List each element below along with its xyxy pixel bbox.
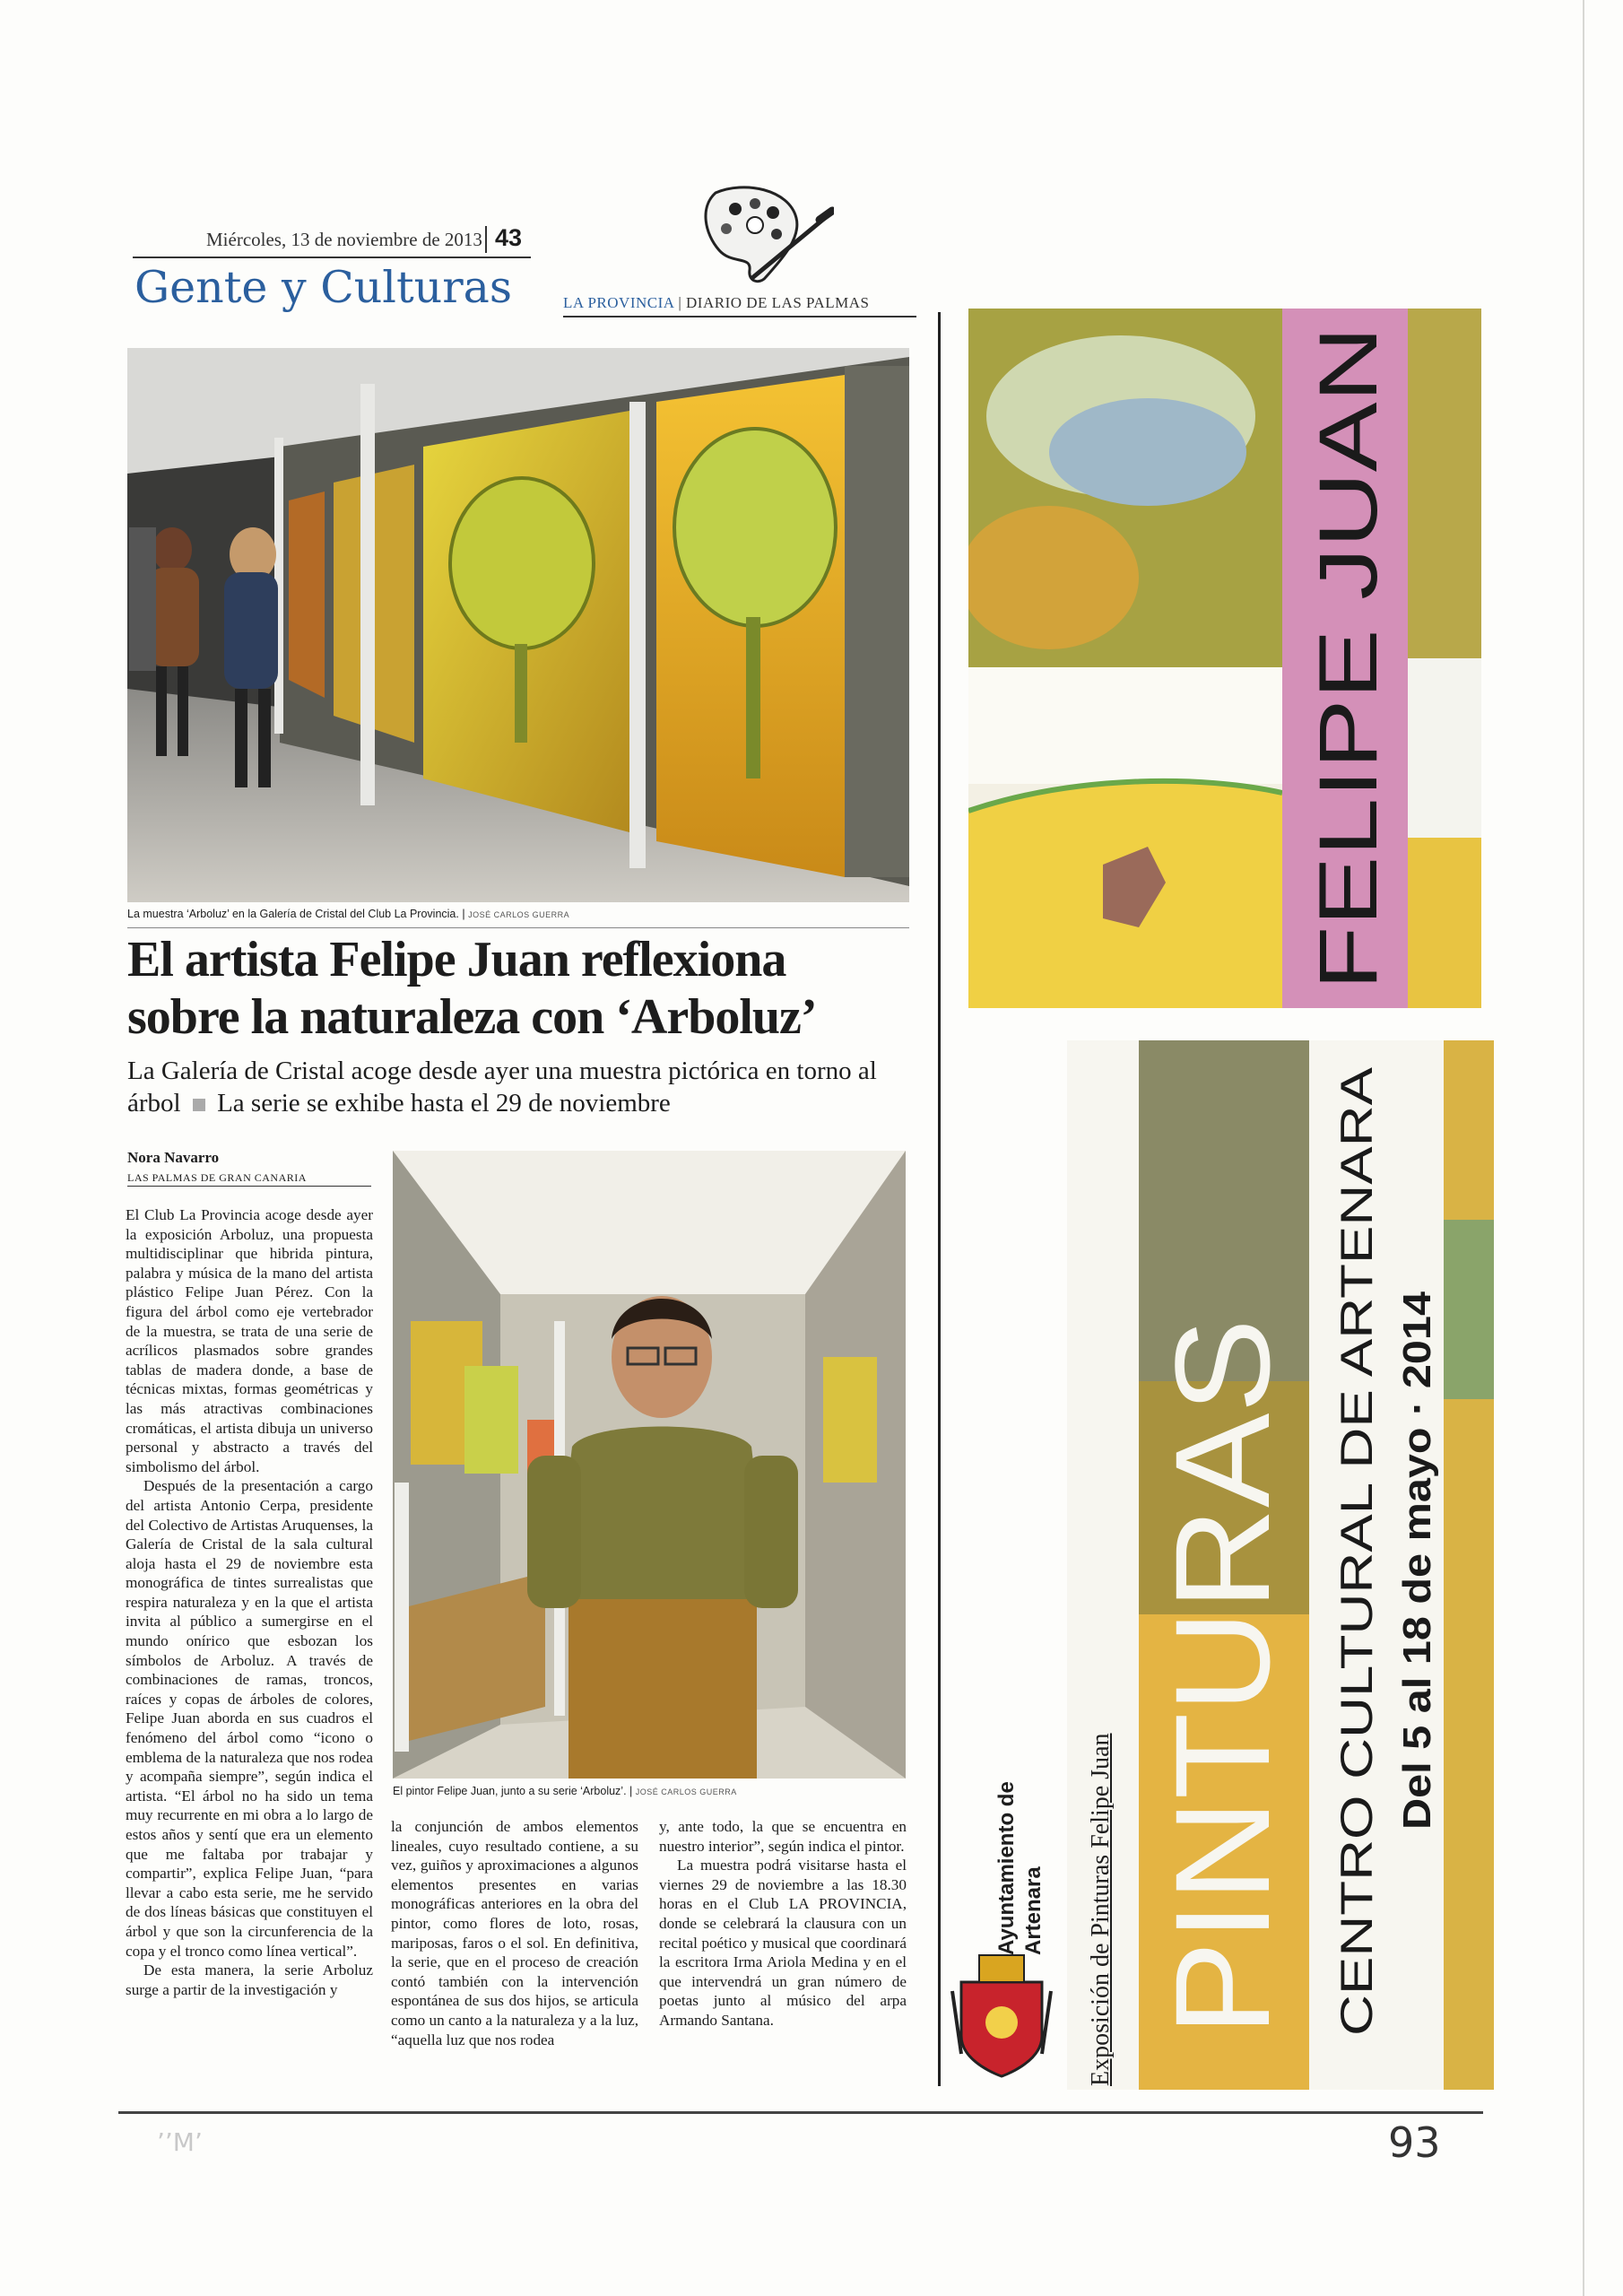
photo1-caption-text: La muestra ‘Arboluz’ en la Galería de Cristal del Club La Provincia. xyxy=(127,908,459,920)
page-number: 43 xyxy=(495,224,523,251)
archive-page-number: 93 xyxy=(1388,2118,1441,2167)
poster-title: PINTURAS xyxy=(1147,1355,1298,2036)
paper-rule xyxy=(563,316,916,317)
faint-scan-mark: ’’M’ xyxy=(157,2127,203,2157)
council-line-1: Ayuntamiento de xyxy=(994,1781,1019,1955)
council-line-2: Artenara xyxy=(1021,1866,1046,1955)
poster-dates: Del 5 al 18 de mayo · 2014 xyxy=(1395,1343,1439,1830)
article-column-2 xyxy=(391,1817,638,2049)
article-paragraph: De esta manera, la serie Arboluz surge a partir de la investigación y xyxy=(126,1961,373,1998)
artist-portrait-photo xyxy=(393,1151,906,1779)
headline-line-2: sobre la naturaleza con ‘Arboluz’ xyxy=(127,989,817,1045)
column-separator xyxy=(938,312,941,2086)
date-separator xyxy=(485,226,487,253)
section-title: Gente y Culturas xyxy=(135,262,512,313)
article-paragraph: Después de la presentación a cargo del artista Antonio Cerpa, presidente del Colectivo de Artistas Aruquenses, la Galería de Cristal de la sala cultural aloja hasta el 29 de noviembre esta monográfica de tintes surrealistas que respira naturaleza y en la que el artista invita al público a sumergirse en el mundo onírico que esbozan los símbolos de Arboluz. A través de combinaciones de ramas, troncos, raíces y copas de árboles de colores, Felipe Juan aborda en sus cuadros el fenómeno del árbol como “icono o emblema de la naturaleza que nos rodea y acompaña siempre”, según indica el artista. “El árbol no ha sido un tema muy recurrente en mi obra a lo largo de estos años y sentí que era un elemento que me faltaba por trabajar y compartir”, explica Felipe Juan, “para llevar a cabo esta serie, me he servido de dos líneas básicas que constituyen el árbol y que son la circunferencia de la copa y el tronco como línea vertical”. xyxy=(126,1477,373,1960)
subheadline-part-2: La serie se exhibe hasta el 29 de noviembre xyxy=(217,1089,671,1118)
subheadline xyxy=(127,1055,916,1119)
article-paragraph: El Club La Provincia acoge desde ayer la exposición Arboluz, una propuesta multidisciplinar que hibrida pintura, palabra y música de la mano del artista plástico Felipe Juan Pérez. Con la figura del árbol como eje vertebrador de la muestra, se trata de una serie de acrílicos plasmados sobre grandes tablas de madera donde, a base de técnicas mixtas, formas geométricas y las más atractivas combinaciones cromáticas, el artista dibuja un universo personal y abstracto a través del simbolismo del árbol. xyxy=(126,1206,373,1475)
page-edge xyxy=(1583,0,1584,2296)
newspaper-subtitle: DIARIO DE LAS PALMAS xyxy=(686,294,870,311)
gallery-photo xyxy=(127,348,909,902)
newspaper-title: LA PROVINCIA xyxy=(563,294,674,311)
photo2-caption: El pintor Felipe Juan, junto a su serie ‘Arboluz’. | JOSÉ CARLOS GUERRA xyxy=(393,1785,737,1797)
author-name: Nora Navarro xyxy=(127,1149,220,1166)
photo2-credit: JOSÉ CARLOS GUERRA xyxy=(635,1787,737,1796)
photo1-credit: JOSÉ CARLOS GUERRA xyxy=(468,910,570,919)
bullet-square-icon xyxy=(193,1099,205,1111)
coat-of-arms-icon xyxy=(943,1946,1060,2081)
council-name xyxy=(994,1781,1047,1955)
headline-line-1: El artista Felipe Juan reflexiona xyxy=(127,932,786,987)
article-paragraph: La muestra podrá visitarse hasta el viernes 29 de noviembre a las 18.30 horas en el Club LA PROVINCIA, donde se celebrará la clausura con un recital poético y musical que coordinará la escritora Irma Ariola Medina y en el que intervendrá un gran número de poetas junto al músico del arpa Armando Santana. xyxy=(659,1857,907,2029)
poster-artist-name: FELIPE JUAN xyxy=(1303,467,1394,990)
headline xyxy=(127,931,916,1046)
bottom-rule xyxy=(118,2111,1483,2114)
masthead-rule xyxy=(133,257,531,258)
photo1-caption: La muestra ‘Arboluz’ en la Galería de Cristal del Club La Provincia. | JOSÉ CARLOS GUERRA xyxy=(127,908,570,920)
photo2-caption-text: El pintor Felipe Juan, junto a su serie ‘Arboluz’. xyxy=(393,1785,627,1797)
poster-artist-panel xyxy=(968,309,1481,1008)
byline-rule xyxy=(127,1186,371,1187)
issue-date: Miércoles, 13 de noviembre de 2013 xyxy=(206,229,482,250)
article-column-3 xyxy=(659,1817,907,2031)
article-paragraph: y, ante todo, la que se encuentra en nuestro interior”, según indica el pintor. xyxy=(659,1818,907,1855)
author-location: LAS PALMAS DE GRAN CANARIA xyxy=(127,1171,307,1184)
article-paragraph: la conjunción de ambos elementos lineales, cuyo resultado contiene, a su vez, guiños y aproximaciones a algunos elementos presentes en varias monográficas anteriores en la obra del pintor, como flores de loto, rosas, mariposas, faros o el sol. En definitiva, la serie, que en el proceso de creación contó también con la intervención espontánea de sus dos hijos, se articula como un canto a la naturaleza y a la luz, “aquella luz que nos rodea xyxy=(391,1818,638,2048)
poster-exhibition-panel xyxy=(1067,1040,1494,2090)
subheadline-part-1: La Galería de Cristal acoge desde ayer una muestra pictórica en torno al árbol xyxy=(127,1057,877,1118)
caption-rule xyxy=(127,927,909,928)
palette-logo-icon xyxy=(699,184,834,291)
poster-venue: CENTRO CULTURAL DE ARTENARA xyxy=(1332,1274,1382,2036)
handwritten-exhibition-label: Exposición de Pinturas Felipe Juan xyxy=(1087,1733,1115,2086)
article-column-1 xyxy=(126,1205,373,1999)
newspaper-name: LA PROVINCIA | DIARIO DE LAS PALMAS xyxy=(563,294,870,311)
